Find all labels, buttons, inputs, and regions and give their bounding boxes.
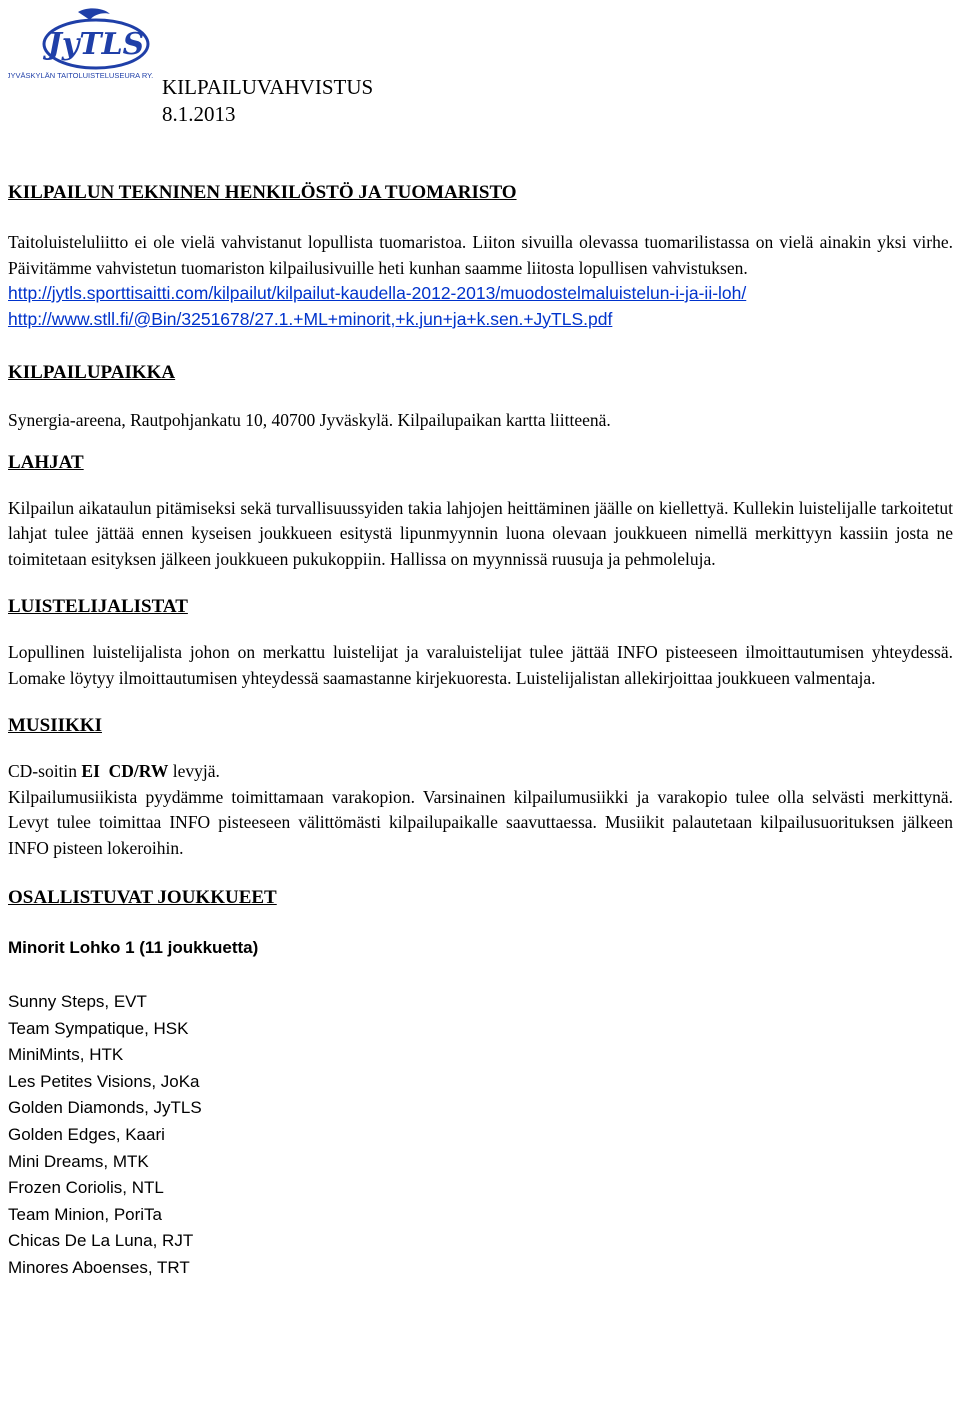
team-item: Les Petites Visions, JoKa xyxy=(8,1071,200,1091)
team-item: Golden Diamonds, JyTLS xyxy=(8,1098,202,1118)
document-date: 8.1.2013 xyxy=(162,102,236,126)
team-item: Golden Edges, Kaari xyxy=(8,1124,165,1144)
logo-caption: JYVÄSKYLÄN TAITOLUISTELUSEURA RY. xyxy=(8,71,154,80)
team-item: MiniMints, HTK xyxy=(8,1045,124,1065)
document-body xyxy=(8,180,953,1282)
gifts-text: Kilpailun aikataulun pitämiseksi sekä turvallisuussyiden takia lahjojen heittäminen jäälle on kiellettyä. Kullekin luistelijalle tarkoitetut lahjat tulee jättää ennen kyseisen joukkueen esitystä lipunmyynnin luona olevaan joukkueen nimellä merkittyyn kassiin josta ne toimitetaan esityksen jälkeen joukkueen pukukoppiin. Hallissa on myynnissä ruusuja ja pehmoleluja. xyxy=(8,497,953,569)
music-text: Kilpailumusiikista pyydämme toimittamaan varakopion. Varsinainen kilpailumusiikki ja varakopio tulee olla selvästi merkittynä. Levyt tulee toimittaa INFO pisteeseen välittömästi kilpailupaikalle saavuttaessa. Musiikit palautetaan kilpailusuorituksen jälkeen INFO pisteen lokeroihin. xyxy=(8,786,953,858)
team-item: Mini Dreams, MTK xyxy=(8,1151,149,1171)
team-list xyxy=(8,989,953,1282)
team-item: Sunny Steps, EVT xyxy=(8,992,147,1011)
heading-skater-lists: LUISTELIJALISTAT xyxy=(8,596,188,617)
judges-text: Taitoluisteluliitto ei ole vielä vahvistanut lopullista tuomaristoa. Liiton sivuilla olevassa tuomarilistassa on vielä ainakin yksi virhe. Päivitämme vahvistetun tuomariston kilpailusivuille heti kunhan saamme liitosta lopullisen vahvistuksen. xyxy=(8,232,953,278)
venue-text: Synergia-areena, Rautpohjankatu 10, 40700 Jyväskylä. Kilpailupaikan kartta liitteenä. xyxy=(8,410,611,430)
team-item: Team Minion, PoriTa xyxy=(8,1204,163,1224)
group-title: Minorit Lohko 1 (11 joukkuetta) xyxy=(8,938,259,957)
music-cd-line: CD-soitin EI CD/RW levyjä. xyxy=(8,761,220,781)
heading-venue: KILPAILUPAIKKA xyxy=(8,362,176,383)
skater-lists-text: Lopullinen luistelijalista johon on merkattu luistelijat ja varaluistelijat tulee jättää INFO pisteeseen ilmoittautumisen yhteydessä. Lomake löytyy ilmoittautumisen yhteydessä saamastanne kirjekuoresta. Luistelijalistan allekirjoittaa joukkueen valmentaja. xyxy=(8,642,953,688)
team-item: Minores Aboenses, TRT xyxy=(8,1257,190,1277)
document-header xyxy=(162,74,373,128)
heading-teams: OSALLISTUVAT JOUKKUEET xyxy=(8,887,277,908)
team-item: Frozen Coriolis, NTL xyxy=(8,1178,164,1198)
club-logo xyxy=(8,4,158,84)
team-item: Chicas De La Luna, RJT xyxy=(8,1231,194,1251)
heading-judges: KILPAILUN TEKNINEN HENKILÖSTÖ JA TUOMARISTO xyxy=(8,182,517,203)
heading-gifts: LAHJAT xyxy=(8,451,84,473)
link-judges-pdf[interactable]: http://www.stll.fi/@Bin/3251678/27.1.+ML+minorit,+k.jun+ja+k.sen.+JyTLS.pdf xyxy=(8,308,613,329)
heading-music: MUSIIKKI xyxy=(8,715,102,736)
team-item: Team Sympatique, HSK xyxy=(8,1018,189,1038)
logo-monogram: JyTLS xyxy=(47,27,145,62)
link-competition-page[interactable]: http://jytls.sporttisaitti.com/kilpailut/kilpailut-kaudella-2012-2013/muodostelmaluistelun-i-ja-ii-loh/ xyxy=(8,283,747,303)
document-title: KILPAILUVAHVISTUS xyxy=(162,75,374,99)
